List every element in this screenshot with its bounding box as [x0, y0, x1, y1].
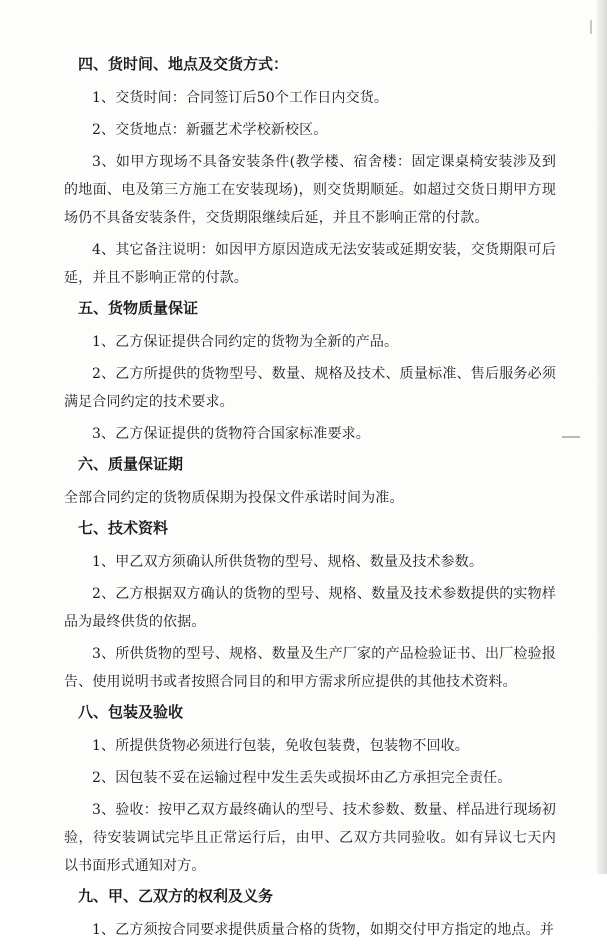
clause-inspection-certificates: 3、所供货物的型号、规格、数量及生产厂家的产品检验证书、出厂检验报告、使用说明书或者按照合同目的和甲方需求所应提供的其他技术资料。 — [64, 646, 556, 690]
clause-installation-conditions: 3、如甲方现场不具备安装条件(教学楼、宿舍楼：固定课桌椅安装涉及到的地面、电及第三方施工在安装现场)，则交货期顺延。如超过交货日期甲方现场仍不具备安装条件，交货期限继续后延，并且不影响正常的付款。 — [64, 154, 556, 226]
section-heading-packaging-acceptance: 八、包装及验收 — [78, 703, 184, 721]
clause-sample-basis: 2、乙方根据双方确认的货物的型号、规格、数量及技术参数提供的实物样品为最终供货的依据。 — [64, 586, 556, 630]
clause-technical-requirements: 2、乙方所提供的货物型号、数量、规格及技术、质量标准、售后服务必须满足合同约定的技术要求。 — [64, 366, 556, 410]
section-heading-technical-documents: 七、技术资料 — [78, 519, 169, 537]
clause-delivery-location: 2、交货地点：新疆艺术学校新校区。 — [92, 122, 328, 138]
clause-warranty-period: 全部合同约定的货物质保期为投保文件承诺时间为准。 — [64, 490, 404, 506]
clause-packaging: 1、所提供货物必须进行包装，免收包装费，包装物不回收。 — [92, 738, 469, 754]
section-heading-delivery: 四、货时间、地点及交货方式： — [78, 55, 289, 73]
section-heading-warranty-period: 六、质量保证期 — [78, 455, 184, 473]
scan-mark — [590, 20, 592, 34]
clause-delivery-time: 1、交货时间：合同签订后50个工作日内交货。 — [92, 90, 389, 106]
clause-new-products: 1、乙方保证提供合同约定的货物为全新的产品。 — [92, 334, 399, 350]
clause-confirm-specs: 1、甲乙双方须确认所供货物的型号、规格、数量及技术参数。 — [92, 554, 484, 570]
scan-edge-shadow — [597, 0, 607, 874]
section-heading-quality-guarantee: 五、货物质量保证 — [78, 299, 199, 317]
scan-mark — [562, 436, 580, 438]
section-heading-rights-obligations: 九、甲、乙双方的权利及义务 — [78, 887, 274, 905]
clause-supplier-obligation: 1、乙方须按合同要求提供质量合格的货物，如期交付甲方指定的地点。并 — [92, 922, 554, 938]
clause-transport-loss: 2、因包装不妥在运输过程中发生丢失或损坏由乙方承担完全责任。 — [92, 770, 512, 786]
clause-acceptance: 3、验收：按甲乙双方最终确认的型号、技术参数、数量、样品进行现场初验，待安装调试完毕且正常运行后，由甲、乙双方共同验收。如有异议七天内以书面形式通知对方。 — [64, 802, 556, 874]
clause-other-notes: 4、其它备注说明：如因甲方原因造成无法安装或延期安装，交货期限可后延，并且不影响正常的付款。 — [64, 242, 556, 286]
clause-national-standards: 3、乙方保证提供的货物符合国家标准要求。 — [92, 426, 370, 442]
document-body — [64, 52, 556, 948]
